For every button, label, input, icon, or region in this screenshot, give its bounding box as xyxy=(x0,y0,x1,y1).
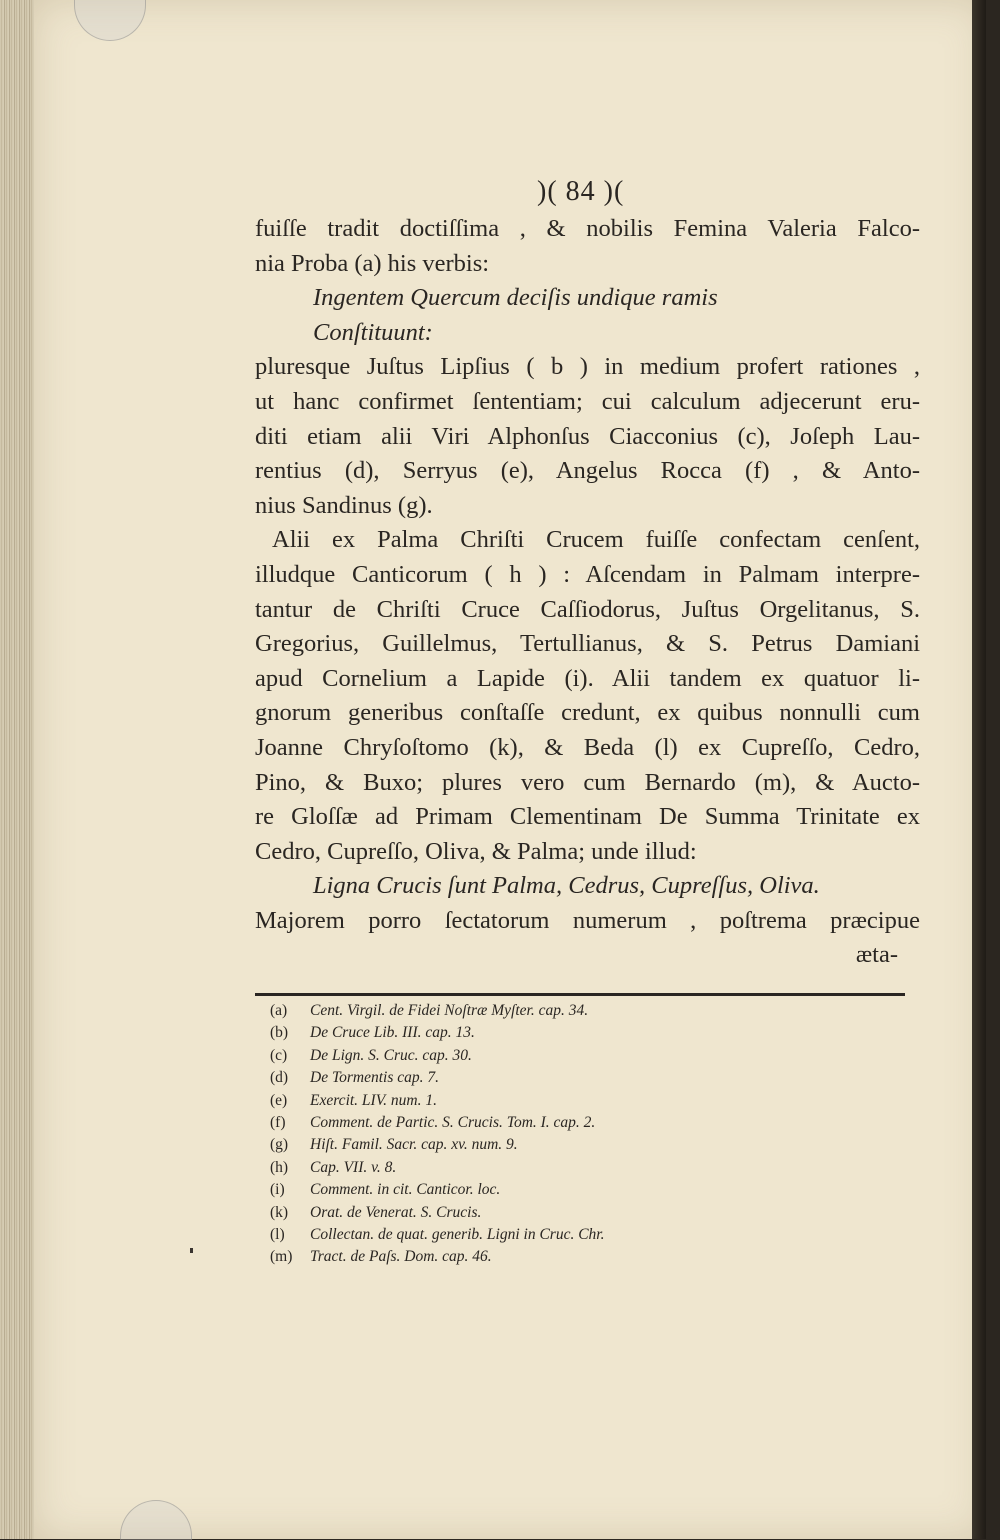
text-line: apud Cornelium a Lapide (i). Alii tandem ex quatuor li- xyxy=(255,664,920,692)
footnote-mark: (i) xyxy=(270,1181,285,1199)
footnotes xyxy=(270,1000,890,1269)
footnote xyxy=(270,1022,890,1044)
footnote-text: Exercit. LIV. num. 1. xyxy=(310,1091,437,1109)
footnote-text: Cap. VII. v. 8. xyxy=(310,1158,397,1176)
footnote-mark: (a) xyxy=(270,1002,288,1019)
footnote xyxy=(270,1202,890,1224)
text-line: diti etiam alii Viri Alphonſus Ciacconius (c), Joſeph Lau- xyxy=(255,422,920,450)
footnote-text: Cent. Virgil. de Fidei Noſtræ Myſter. cap. 34. xyxy=(310,1002,589,1019)
footnote-mark: (b) xyxy=(270,1024,289,1042)
footnote-text: De Cruce Lib. III. cap. 13. xyxy=(310,1024,475,1042)
text-line: fuiſſe tradit doctiſſima , & nobilis Femina Valeria Falco- xyxy=(255,215,920,242)
footnote-mark: (e) xyxy=(270,1091,288,1109)
text-line: illudque Canticorum ( h ) : Aſcendam in Palmam interpre- xyxy=(255,560,920,588)
footnote xyxy=(270,1112,890,1134)
footnote-mark: (m) xyxy=(270,1248,293,1266)
text-line: Alii ex Palma Chriſti Crucem fuiſſe confectam cenſent, xyxy=(272,526,920,554)
text-line: tantur de Chriſti Cruce Caſſiodorus, Juſtus Orgelitanus, S. xyxy=(255,595,920,623)
footnote xyxy=(270,1157,890,1179)
footnote-mark: (g) xyxy=(270,1136,289,1154)
footnote-mark: (h) xyxy=(270,1158,289,1176)
footnote xyxy=(270,1224,890,1246)
text-line: Gregorius, Guillelmus, Tertullianus, & S. Petrus Damiani xyxy=(255,630,920,658)
text-line: Joanne Chryſoſtomo (k), & Beda (l) ex Cupreſſo, Cedro, xyxy=(255,733,920,761)
footnote-text: Orat. de Venerat. S. Crucis. xyxy=(310,1203,482,1221)
text-line: pluresque Juſtus Lipſius ( b ) in medium profert rationes , xyxy=(255,353,920,381)
footnote-text: Tract. de Paſs. Dom. cap. 46. xyxy=(310,1248,492,1266)
footnote-text: De Tormentis cap. 7. xyxy=(310,1069,440,1087)
text-line: Pino, & Buxo; plures vero cum Bernardo (m), & Aucto- xyxy=(255,768,920,796)
footnote-mark: (k) xyxy=(270,1203,289,1221)
footnote-mark: (c) xyxy=(270,1046,288,1064)
footnote-mark: (f) xyxy=(270,1113,286,1131)
footnote xyxy=(270,1067,890,1089)
footnote xyxy=(270,1090,890,1112)
page-number: )( 84 )( xyxy=(537,176,625,207)
verse-line: Ligna Crucis ſunt Palma, Cedrus, Cupreſſus, Oliva. xyxy=(313,872,820,900)
footnote-text: Collectan. de quat. generib. Ligni in Cruc. Chr. xyxy=(310,1225,605,1243)
footnote-text: Hiſt. Famil. Sacr. cap. xv. num. 9. xyxy=(310,1136,518,1154)
footnote xyxy=(270,1246,890,1268)
page-edge-shadow xyxy=(972,0,986,1539)
verse-line: Ingentem Quercum deciſis undique ramis xyxy=(313,284,718,312)
footnote xyxy=(270,1000,890,1022)
text-line: rentius (d), Serryus (e), Angelus Rocca (f) , & Anto- xyxy=(255,457,920,485)
page-clip xyxy=(74,0,146,41)
text-line: re Gloſſæ ad Primam Clementinam De Summa Trinitate ex xyxy=(255,803,920,831)
footnote xyxy=(270,1045,890,1067)
footnote-text: Comment. in cit. Canticor. loc. xyxy=(310,1181,501,1199)
catchword: æta- xyxy=(855,941,898,969)
text-line: nius Sandinus (g). xyxy=(255,491,433,519)
footnote-text: De Lign. S. Cruc. cap. 30. xyxy=(310,1046,472,1064)
text-line: Cedro, Cupreſſo, Oliva, & Palma; unde illud: xyxy=(255,837,697,865)
footnote xyxy=(270,1179,890,1201)
footnote xyxy=(270,1134,890,1156)
book-binding xyxy=(0,0,36,1539)
footnote-rule xyxy=(255,993,905,996)
verse-line: Conſtituunt: xyxy=(313,318,433,346)
ink-speck xyxy=(190,1248,193,1253)
text-line: Majorem porro ſectatorum numerum , poſtrema præcipue xyxy=(255,906,920,934)
footnote-mark: (d) xyxy=(270,1069,289,1087)
text-line: nia Proba (a) his verbis: xyxy=(255,249,490,277)
text-line: ut hanc confirmet ſententiam; cui calculum adjecerunt eru- xyxy=(255,387,920,415)
footnote-mark: (l) xyxy=(270,1225,285,1243)
body-text xyxy=(255,212,920,973)
footnote-text: Comment. de Partic. S. Crucis. Tom. I. cap. 2. xyxy=(310,1113,596,1131)
text-line: gnorum generibus conſtaſſe credunt, ex quibus nonnulli cum xyxy=(255,699,920,727)
